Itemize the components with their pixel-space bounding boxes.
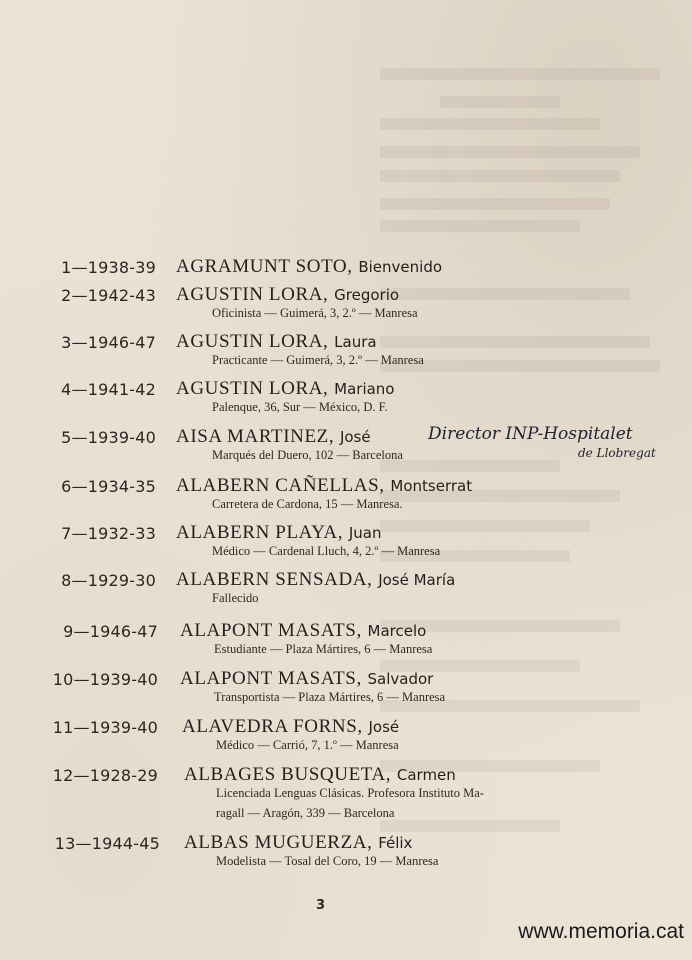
- entry-detail: Carretera de Cardona, 15 — Manresa.: [212, 497, 403, 511]
- entry-given-name: Salvador: [367, 670, 434, 688]
- entry-surname: ALAPONT MASATS,: [180, 668, 362, 689]
- entry-detail: Médico — Cardenal Lluch, 4, 2.º — Manresa: [212, 544, 441, 558]
- entry-name: [176, 426, 371, 448]
- entry-number: 1—1938-39: [61, 258, 156, 277]
- entry-number: 12—1928-29: [52, 766, 158, 785]
- entry-name: [176, 569, 455, 591]
- entry-number: 2—1942-43: [61, 286, 156, 305]
- entry-surname: ALABERN CAÑELLAS,: [176, 475, 385, 496]
- entry-detail: Fallecido: [212, 591, 259, 605]
- watermark: www.memoria.cat: [518, 920, 684, 943]
- entry-name: [180, 668, 433, 690]
- handwritten-annotation-line-2: de Llobregat: [578, 446, 656, 460]
- entry-surname: ALBAGES BUSQUETA,: [184, 764, 392, 785]
- entry-detail: Modelista — Tosal del Coro, 19 — Manresa: [216, 854, 439, 868]
- entry-surname: ALBAS MUGUERZA,: [184, 832, 373, 853]
- entry-detail: Practicante — Guimerá, 3, 2.º — Manresa: [212, 353, 424, 367]
- entry-detail: Médico — Carrió, 7, 1.º — Manresa: [216, 738, 399, 752]
- entry-surname: AISA MARTINEZ,: [176, 426, 335, 447]
- entry-given-name: Laura: [334, 333, 377, 351]
- handwritten-annotation-line-1: Director INP-Hospitalet: [428, 424, 633, 444]
- entry-number: 13—1944-45: [54, 834, 160, 853]
- entry-detail: Marqués del Duero, 102 — Barcelona: [212, 448, 403, 462]
- entry-name: [176, 331, 377, 353]
- entry-surname: ALAVEDRA FORNS,: [182, 716, 363, 737]
- entry-name: [176, 378, 395, 400]
- entry-given-name: Montserrat: [390, 477, 473, 495]
- entry-number: 3—1946-47: [61, 333, 156, 352]
- entry-surname: ALAPONT MASATS,: [180, 620, 362, 641]
- entry-surname: ALABERN SENSADA,: [176, 569, 373, 590]
- entry-number: 8—1929-30: [61, 571, 156, 590]
- entry-name: [176, 475, 472, 497]
- entry-given-name: Marcelo: [367, 622, 427, 640]
- entry-name: [184, 764, 456, 786]
- entry-surname: AGUSTIN LORA,: [176, 331, 329, 352]
- entry-surname: AGRAMUNT SOTO,: [176, 256, 353, 277]
- entry-detail: Oficinista — Guimerá, 3, 2.º — Manresa: [212, 306, 418, 320]
- entry-given-name: Juan: [348, 524, 382, 542]
- entry-detail-continued: ragall — Aragón, 339 — Barcelona: [216, 806, 395, 820]
- entry-name: [176, 256, 442, 278]
- entry-detail: Transportista — Plaza Mártires, 6 — Manresa: [214, 690, 446, 704]
- entry-given-name: Félix: [378, 834, 413, 852]
- entry-name: [180, 620, 426, 642]
- entry-given-name: José María: [378, 571, 456, 589]
- entry-number: 7—1932-33: [61, 524, 156, 543]
- entry-detail: Palenque, 36, Sur — México, D. F.: [212, 400, 388, 414]
- entry-number: 4—1941-42: [61, 380, 156, 399]
- entry-given-name: Gregorio: [334, 286, 400, 304]
- entry-number: 11—1939-40: [52, 718, 158, 737]
- entry-number: 6—1934-35: [61, 477, 156, 496]
- entry-name: [176, 522, 381, 544]
- entry-surname: AGUSTIN LORA,: [176, 378, 329, 399]
- entry-given-name: Carmen: [396, 766, 456, 784]
- entry-number: 5—1939-40: [61, 428, 156, 447]
- entry-number: 10—1939-40: [52, 670, 158, 689]
- entry-name: [184, 832, 412, 854]
- entry-given-name: Mariano: [334, 380, 395, 398]
- entry-surname: AGUSTIN LORA,: [176, 284, 329, 305]
- entry-name: [176, 284, 399, 306]
- entry-name: [182, 716, 399, 738]
- entry-detail: Estudiante — Plaza Mártires, 6 — Manresa: [214, 642, 433, 656]
- entry-number: 9—1946-47: [63, 622, 158, 641]
- entry-given-name: Bienvenido: [358, 258, 443, 276]
- entry-given-name: José: [368, 718, 400, 736]
- entry-detail: Licenciada Lenguas Clásicas. Profesora Instituto Ma-: [216, 786, 484, 800]
- entry-given-name: José: [339, 428, 371, 446]
- entry-surname: ALABERN PLAYA,: [176, 522, 344, 543]
- page-number: 3: [316, 898, 326, 913]
